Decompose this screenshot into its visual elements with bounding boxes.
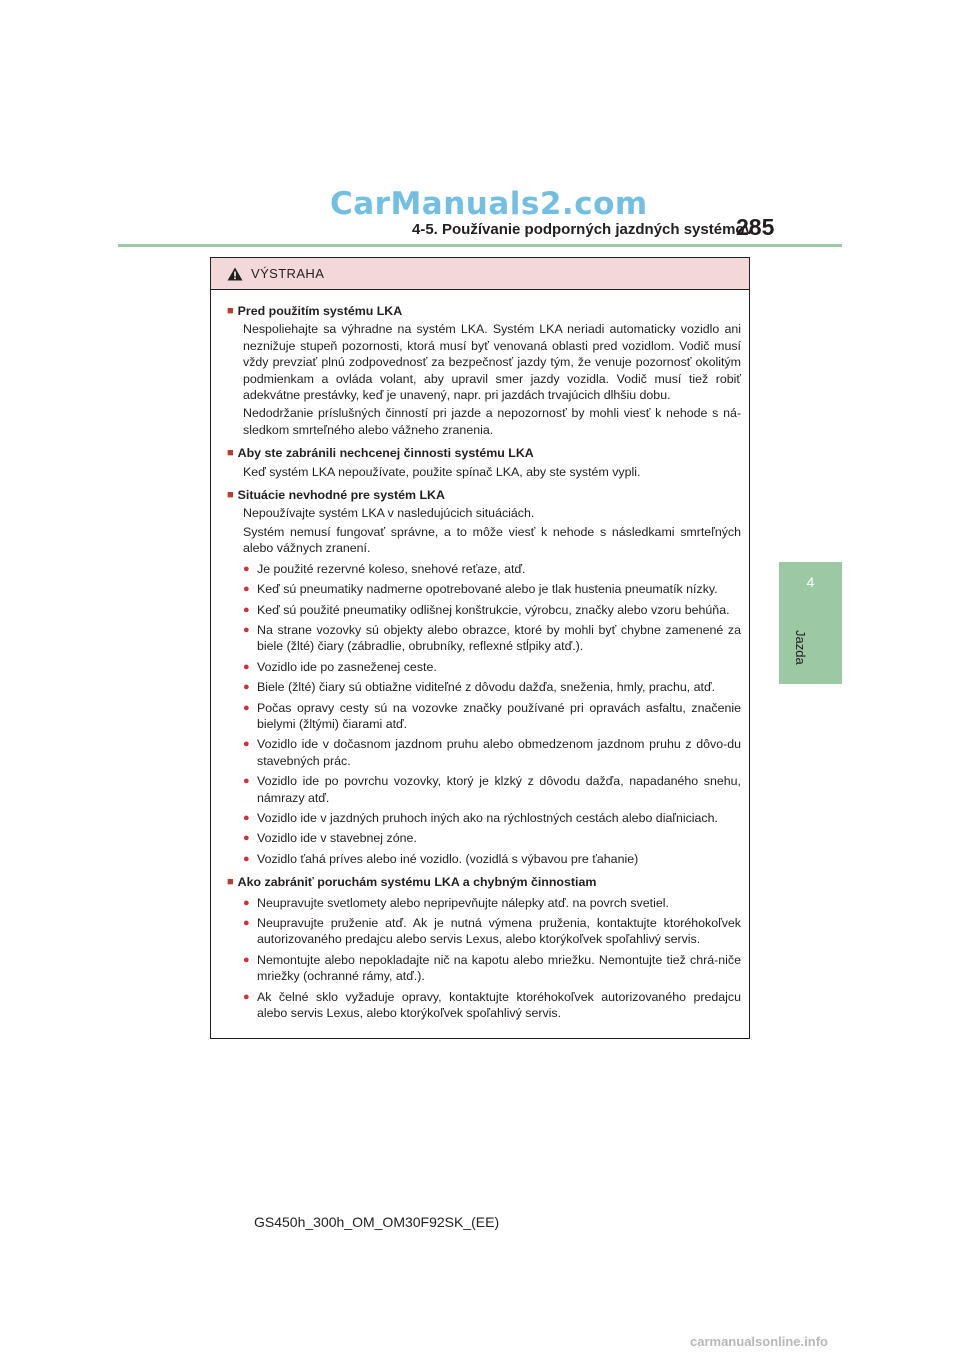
paragraph: Nepoužívajte systém LKA v nasledujúcich situáciách. [243, 506, 535, 521]
section-heading [227, 303, 741, 319]
paragraph: Systém nemusí fungovať správne, a to môže viesť k nehode s následkami smrteľných alebo vážnych zranení. [243, 524, 741, 556]
round-bullet-icon: ● [243, 775, 250, 788]
paragraph: Nespoliehajte sa výhradne na systém LKA. Systém LKA neriadi automaticky vozidlo ani neznižuje stupeň pozornosti, ktorá musí byť venovaná oblasti pred vozidlom. Vodič musí vždy prevziať plnú zodpovednosť za bezpečnosť jazdy tým, že venuje pozornosť okolitým podmienkam a ovláda volant, aby upravil smer jazdy vozidla. Vodič musí tiež robiť adekvátne prestávky, keď je unavený, napr. pri jazdách trvajúcich dlhšiu dobu. [243, 322, 741, 403]
footer-document-code: GS450h_300h_OM_OM30F92SK_(EE) [254, 1214, 500, 1230]
chapter-label: Jazda [793, 630, 808, 665]
round-bullet-icon: ● [243, 738, 250, 751]
list-item: ● Vozidlo ťahá príves alebo iné vozidlo. (vozidlá s výbavou pre ťahanie) [243, 851, 639, 866]
warning-triangle-icon [227, 267, 243, 281]
round-bullet-icon: ● [243, 990, 250, 1003]
list-item: ● Ak čelné sklo vyžaduje opravy, kontaktujte ktoréhokoľvek autorizovaného predajcu alebo servis Lexus, alebo ktorýkoľvek spoľahlivý servis. [243, 989, 741, 1021]
heading-text: Pred použitím systému LKA [237, 304, 403, 318]
round-bullet-icon: ● [243, 660, 250, 673]
round-bullet-icon: ● [243, 681, 250, 694]
square-bullet-icon: ■ [227, 447, 234, 460]
square-bullet-icon: ■ [227, 489, 234, 502]
list-item: ● Vozidlo ide v jazdných pruhoch iných ako na rýchlostných cestách alebo diaľniciach. [243, 810, 718, 825]
page-number: 285 [736, 214, 775, 240]
watermark-footer: carmanualsonline.info [690, 1334, 828, 1349]
warning-box [210, 257, 750, 1039]
warning-body [211, 290, 749, 1021]
round-bullet-icon: ● [243, 896, 250, 909]
round-bullet-icon: ● [243, 583, 250, 596]
list-item: ● Vozidlo ide v dočasnom jazdnom pruhu alebo obmedzenom jazdnom pruhu z dôvo-du stavebných prác. [243, 737, 741, 768]
list-item: ● Nemontujte alebo nepokladajte nič na kapotu alebo mriežku. Nemontujte tiež chrá-niče mriežky (ochranné rámy, atď.). [243, 952, 741, 984]
chapter-number: 4 [806, 574, 815, 590]
list-item: ● Na strane vozovky sú objekty alebo obrazce, ktoré by mohli byť chybne zamenené za biele (žlté) čiary (zábradlie, obrubníky, reflexné stĺpiky atď.). [243, 622, 741, 654]
round-bullet-icon: ● [243, 953, 250, 966]
warning-header [211, 258, 749, 290]
round-bullet-icon: ● [243, 562, 250, 575]
round-bullet-icon: ● [243, 623, 250, 636]
paragraph: Keď systém LKA nepoužívate, použite spínač LKA, aby ste systém vypli. [243, 464, 641, 479]
header-divider [118, 244, 842, 247]
round-bullet-icon: ● [243, 852, 250, 865]
heading-text: Aby ste zabránili nechcenej činnosti systému LKA [237, 446, 534, 461]
heading-text: Ako zabrániť poruchám systému LKA a chybným činnostiam [237, 875, 597, 890]
list-item: ● Keď sú použité pneumatiky odlišnej konštrukcie, výrobcu, značky alebo vzoru behúňa. [243, 602, 730, 617]
square-bullet-icon: ■ [227, 305, 234, 317]
warning-title: VÝSTRAHA [251, 266, 325, 281]
round-bullet-icon: ● [243, 603, 250, 616]
list-item: ● Neupravujte pruženie atď. Ak je nutná výmena pruženia, kontaktujte ktoréhokoľvek autorizovaného predajcu alebo servis Lexus, alebo ktorýkoľvek spoľahlivý servis. [243, 916, 741, 947]
list-item: ● Počas opravy cesty sú na vozovke značky používané pri opravách asfaltu, značenie bielymi (žltými) čiarami atď. [243, 700, 741, 731]
list-item: ● Vozidlo ide po povrchu vozovky, ktorý je klzký z dôvodu dažďa, napadaného snehu, námrazy atď. [243, 774, 741, 805]
round-bullet-icon: ● [243, 832, 250, 845]
chapter-tab [779, 562, 842, 684]
list-item: ● Biele (žlté) čiary sú obtiažne viditeľné z dôvodu dažďa, sneženia, hmly, prachu, atď. [243, 680, 716, 695]
round-bullet-icon: ● [243, 701, 250, 714]
list-item: ● Je použité rezervné koleso, snehové reťaze, atď. [243, 561, 526, 576]
list-item: ● Vozidlo ide po zasneženej ceste. [243, 659, 437, 674]
round-bullet-icon: ● [243, 811, 250, 824]
section-title: 4-5. Používanie podporných jazdných systémov [412, 221, 753, 238]
heading-text: Situácie nevhodné pre systém LKA [237, 488, 445, 503]
watermark-logo: CarManuals2.com [330, 186, 648, 222]
section-heading [227, 445, 741, 461]
round-bullet-icon: ● [243, 917, 250, 929]
section-heading [227, 487, 741, 503]
list-item: ● Vozidlo ide v stavebnej zóne. [243, 831, 417, 846]
section-heading [227, 874, 741, 890]
list-item: ● Neupravujte svetlomety alebo nepripevňujte nálepky atď. na povrch svetiel. [243, 895, 669, 910]
paragraph: Nedodržanie príslušných činností pri jazde a nepozornosť by mohli viesť k nehode s ná-sledkom smrteľného alebo vážneho zranenia. [243, 406, 741, 437]
list-item: ● Keď sú pneumatiky nadmerne opotrebované alebo je tlak hustenia pneumatík nízky. [243, 582, 718, 597]
square-bullet-icon: ■ [227, 876, 234, 889]
